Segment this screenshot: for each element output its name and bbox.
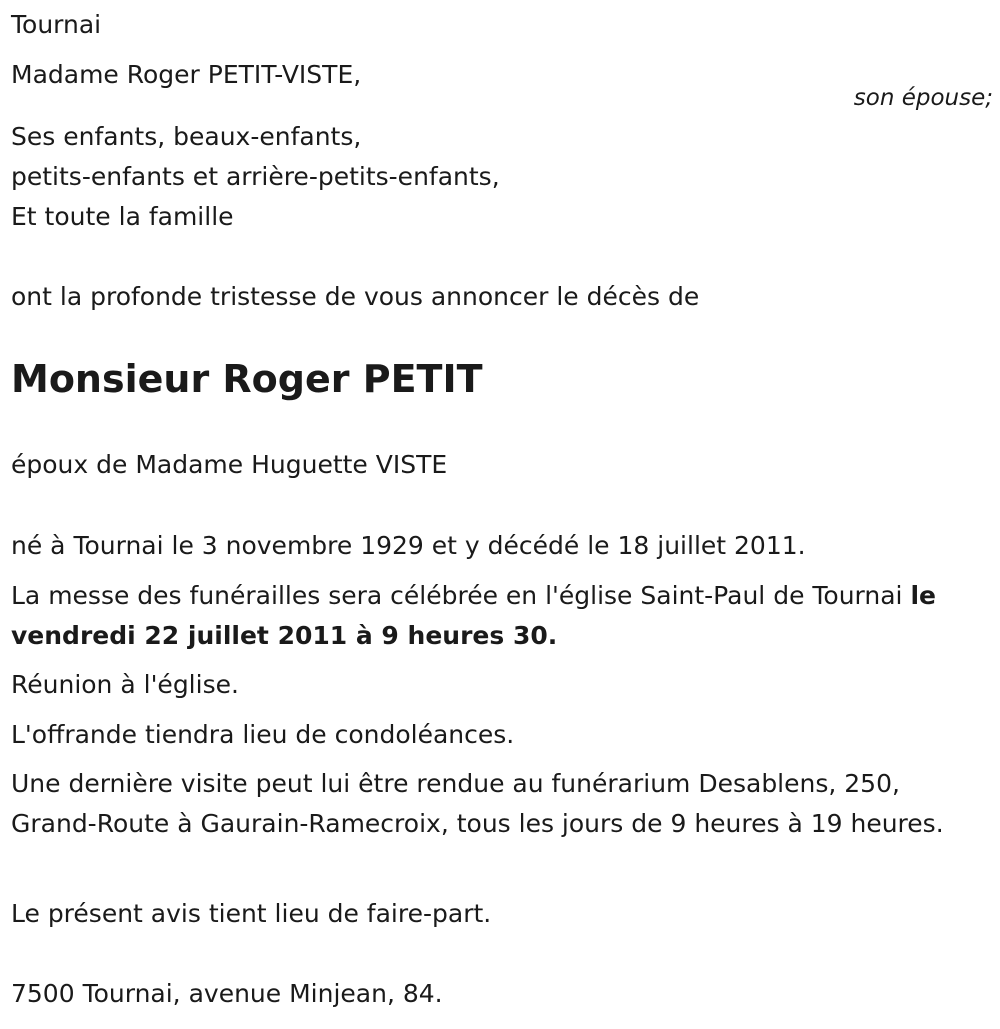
notice-statement: Le présent avis tient lieu de faire-part. bbox=[11, 899, 492, 928]
spouse-name: Madame Roger PETIT-VISTE, bbox=[11, 60, 362, 89]
spouse-relation: époux de Madame Huguette VISTE bbox=[11, 450, 448, 479]
deceased-name: Monsieur Roger PETIT bbox=[11, 357, 483, 401]
family-list bbox=[11, 117, 500, 237]
reunion-info: Réunion à l'église. bbox=[11, 670, 239, 699]
family-address: 7500 Tournai, avenue Minjean, 84. bbox=[11, 979, 443, 1008]
funeral-mass-info bbox=[11, 576, 993, 656]
family-line: petits-enfants et arrière-petits-enfants, bbox=[11, 162, 500, 191]
family-line: Et toute la famille bbox=[11, 202, 234, 231]
birth-death-dates: né à Tournai le 3 novembre 1929 et y décédé le 18 juillet 2011. bbox=[11, 531, 806, 560]
offering-info: L'offrande tiendra lieu de condoléances. bbox=[11, 720, 515, 749]
city-heading: Tournai bbox=[11, 10, 102, 39]
family-line: Ses enfants, beaux-enfants, bbox=[11, 122, 362, 151]
mass-text: La messe des funérailles sera célébrée en l'église Saint-Paul de Tournai bbox=[11, 581, 911, 610]
visit-info: Une dernière visite peut lui être rendue au funérarium Desablens, 250, Grand-Route à Gaurain-Ramecroix, tous les jours de 9 heures à 19 heures. bbox=[11, 769, 944, 838]
spouse-role: son épouse; bbox=[853, 85, 993, 111]
mass-date: le vendredi 22 juillet 2011 à 9 heures 30. bbox=[11, 581, 936, 650]
announcement-text: ont la profonde tristesse de vous annoncer le décès de bbox=[11, 282, 700, 311]
